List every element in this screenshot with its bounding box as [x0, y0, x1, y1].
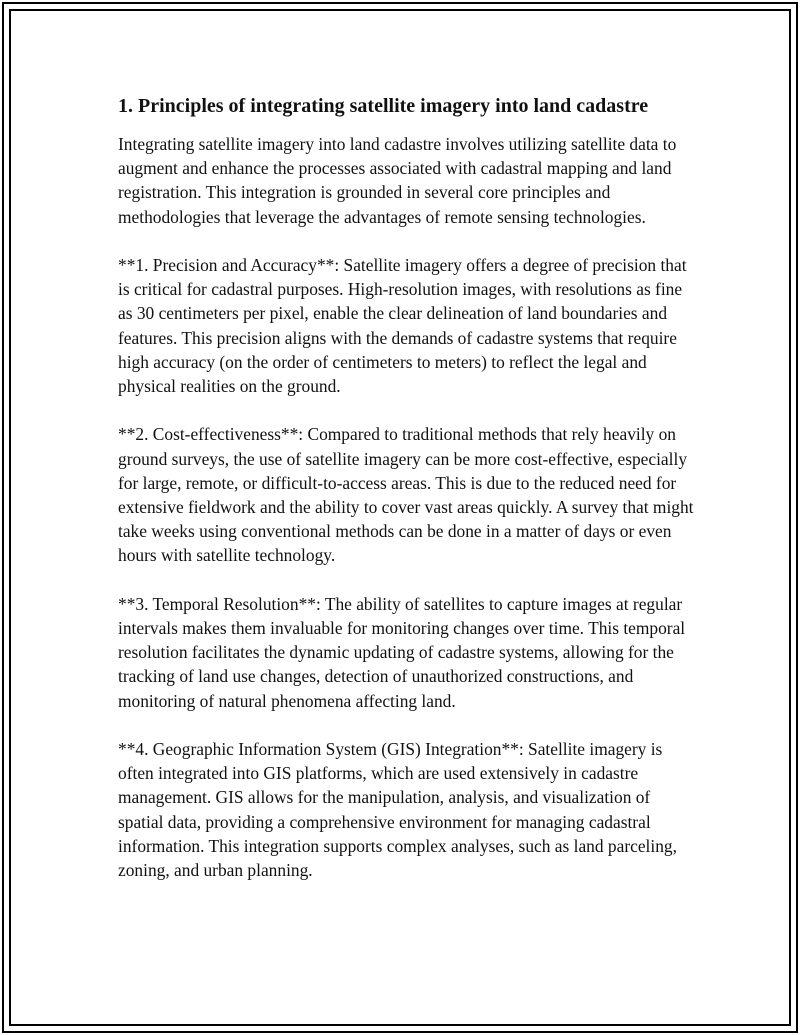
precision-paragraph: **1. Precision and Accuracy**: Satellite imagery offers a degree of precision that is critical for cadastral purposes. High-resolution images, with resolutions as fine as 30 centimeters per pixel, enable the clear delineation of land boundaries and features. This precision aligns with the demands of cadastre systems that require high accuracy (on the order of centimeters to meters) to reflect the legal and physical realities on the ground. — [118, 255, 687, 397]
section-heading: 1. Principles of integrating satellite imagery into land cadastre — [118, 95, 649, 117]
cost-effectiveness-paragraph: **2. Cost-effectiveness**: Compared to traditional methods that rely heavily on ground surveys, the use of satellite imagery can be more cost-effective, especially for large, remote, or difficult-to-access areas. This is due to the reduced need for extensive fieldwork and the ability to cover vast areas quickly. A survey that might take weeks using conventional methods can be done in a matter of days or even hours with satellite technology. — [118, 424, 694, 566]
gis-integration-paragraph: **4. Geographic Information System (GIS) Integration**: Satellite imagery is often integrated into GIS platforms, which are used extensively in cadastre management. GIS allows for the manipulation, analysis, and visualization of spatial data, providing a comprehensive environment for managing cadastral information. This integration supports complex analyses, such as land parceling, zoning, and urban planning. — [118, 739, 677, 881]
temporal-resolution-paragraph: **3. Temporal Resolution**: The ability of satellites to capture images at regular intervals makes them invaluable for monitoring changes over time. This temporal resolution facilitates the dynamic updating of cadastre systems, allowing for the tracking of land use changes, detection of unauthorized constructions, and monitoring of natural phenomena affecting land. — [118, 593, 686, 711]
intro-paragraph: Integrating satellite imagery into land cadastre involves utilizing satellite data to augment and enhance the processes associated with cadastral mapping and land registration. This integration is grounded in several core principles and methodologies that leverage the advantages of remote sensing technologies. — [118, 134, 677, 227]
document-body — [118, 92, 698, 906]
